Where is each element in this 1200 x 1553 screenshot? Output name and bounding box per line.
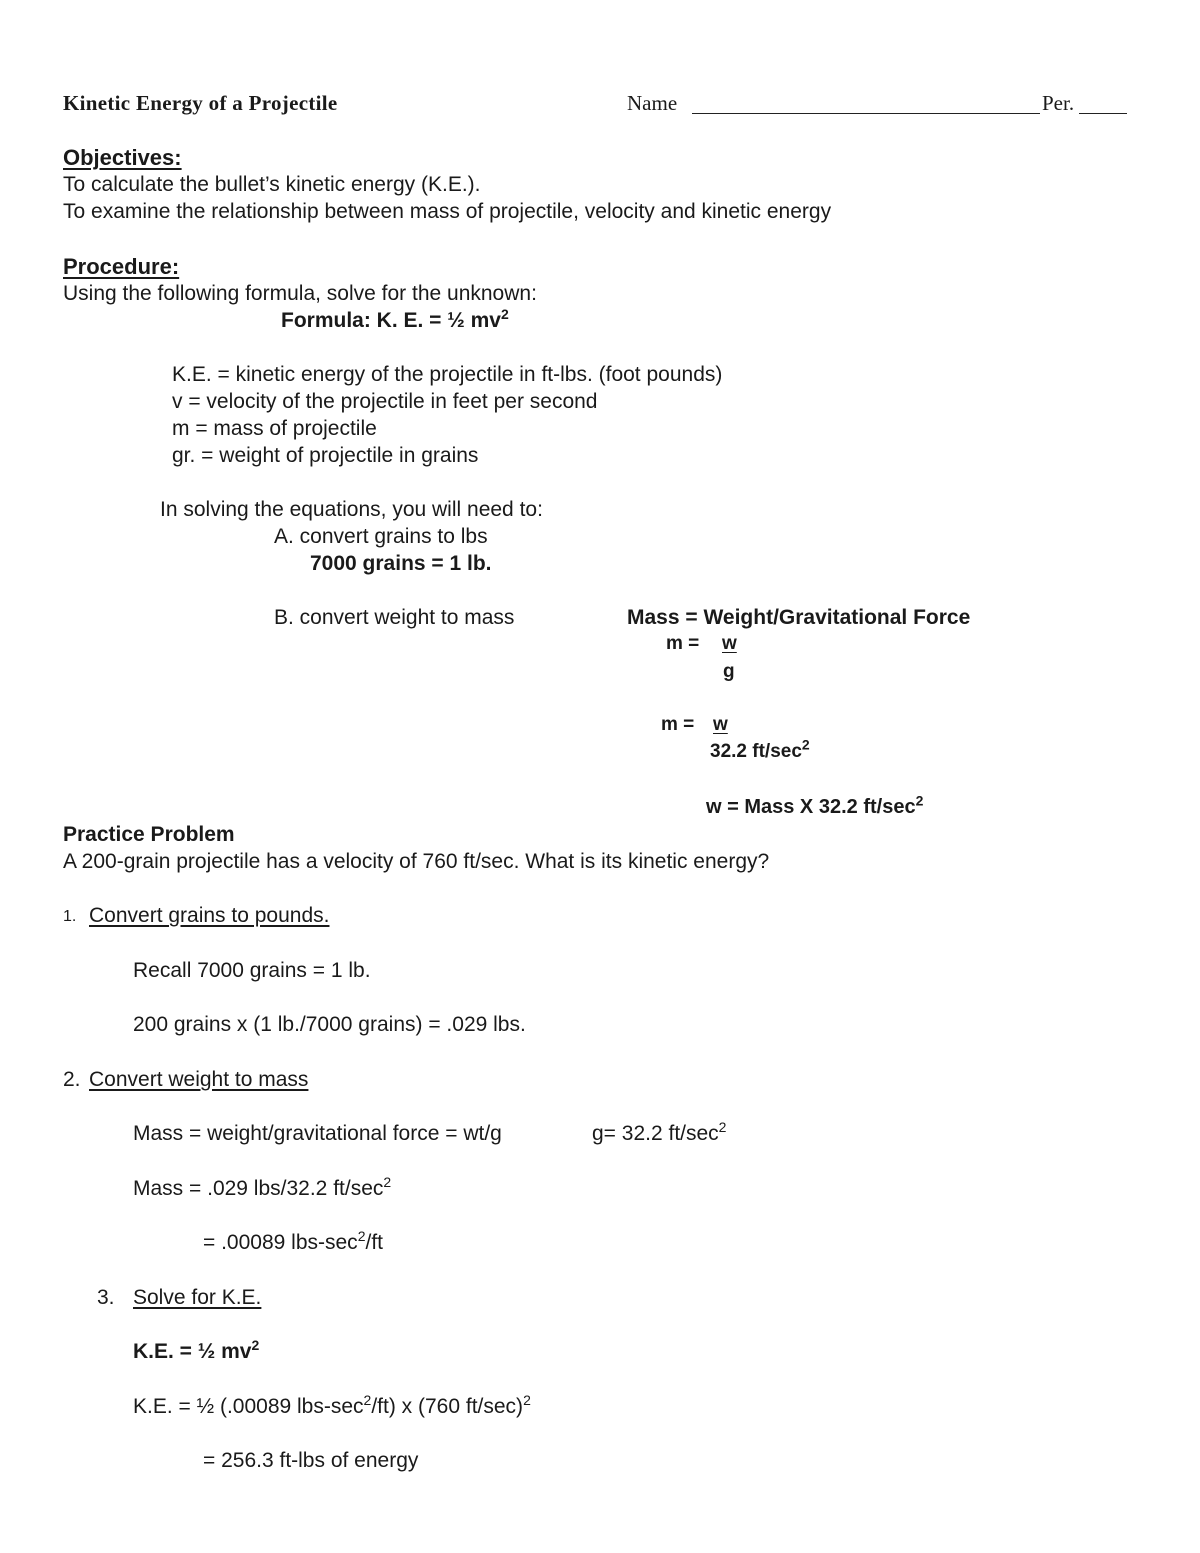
definition-gr: gr. = weight of projectile in grains bbox=[172, 444, 479, 467]
step-2-mass-calc: Mass = .029 lbs/32.2 $ft/\sec^2$ bbox=[133, 1174, 392, 1200]
definition-m: m = mass of projectile bbox=[172, 417, 377, 440]
step-a-note: 7000 grains = 1 lb. bbox=[310, 552, 492, 575]
mass-formula: Mass = Weight/Gravitational Force bbox=[627, 606, 971, 629]
step-3-formula: K.E. = ½ $mv^2$ bbox=[133, 1337, 260, 1363]
step-a: A. convert grains to lbs bbox=[274, 525, 488, 548]
step-2-g-value: g= 32.2 $ft/\sec^2$ bbox=[592, 1119, 727, 1145]
m-eq2-numerator: w bbox=[713, 714, 728, 735]
step-1-recall: Recall 7000 grains = 1 lb. bbox=[133, 959, 371, 982]
ke-formula: Formula: K. E. = ½ $mv^2$ bbox=[281, 306, 509, 332]
practice-question: A 200-grain projectile has a velocity of 760 ft/sec. What is its kinetic energy? bbox=[63, 850, 770, 873]
step-1-calc: 200 grains x (1 lb./7000 grains) = .029 lbs. bbox=[133, 1013, 526, 1036]
objectives-heading: Objectives: bbox=[63, 145, 182, 170]
name-label: Name bbox=[627, 91, 678, 115]
period-label: Per. bbox=[1042, 91, 1075, 115]
step-b: B. convert weight to mass bbox=[274, 606, 515, 629]
step-3-number: 3. bbox=[97, 1286, 115, 1309]
m-eq2-denominator: 32.2 $ft/\sec^2$ bbox=[710, 736, 810, 762]
objective-2: To examine the relationship between mass of projectile, velocity and kinetic energy bbox=[63, 200, 832, 223]
step-3-title: Solve for K.E. bbox=[133, 1286, 262, 1309]
m-eq2-lhs: m = bbox=[661, 714, 695, 735]
step-2-mass-result: = .00089 lbs-$\sec^2/ft$ bbox=[203, 1228, 383, 1254]
step-3-calc: K.E. = ½ (.00089 lbs-$\sec^2/ft$) x (760 ft/sec)$^2$ bbox=[133, 1392, 531, 1418]
definition-ke: K.E. = kinetic energy of the projectile in ft-lbs. (foot pounds) bbox=[172, 363, 723, 386]
objective-1: To calculate the bullet’s kinetic energy (K.E.). bbox=[63, 173, 481, 196]
definition-v: v = velocity of the projectile in feet per second bbox=[172, 390, 598, 413]
step-2-mass-definition: Mass = weight/gravitational force = wt/g bbox=[133, 1122, 502, 1145]
procedure-heading: Procedure: bbox=[63, 254, 180, 279]
w-equation: w = Mass X 32.2 $ft/\sec^2$ bbox=[706, 792, 924, 818]
practice-heading: Practice Problem bbox=[63, 823, 235, 846]
name-blank-line[interactable] bbox=[692, 113, 1040, 114]
step-2-title: Convert weight to mass bbox=[89, 1068, 309, 1091]
solving-intro: In solving the equations, you will need to: bbox=[160, 498, 543, 521]
m-eq1-lhs: m = bbox=[666, 633, 700, 654]
procedure-intro: Using the following formula, solve for the unknown: bbox=[63, 282, 537, 305]
step-3-result: = 256.3 ft-lbs of energy bbox=[203, 1449, 419, 1472]
page-title: Kinetic Energy of a Projectile bbox=[63, 91, 338, 115]
period-blank-line[interactable] bbox=[1079, 113, 1127, 114]
step-2-number: 2. bbox=[63, 1068, 81, 1091]
step-1-number: 1. bbox=[63, 908, 77, 925]
m-eq1-numerator: w bbox=[722, 633, 737, 654]
step-1-title: Convert grains to pounds. bbox=[89, 904, 330, 927]
m-eq1-denominator: g bbox=[723, 661, 735, 682]
